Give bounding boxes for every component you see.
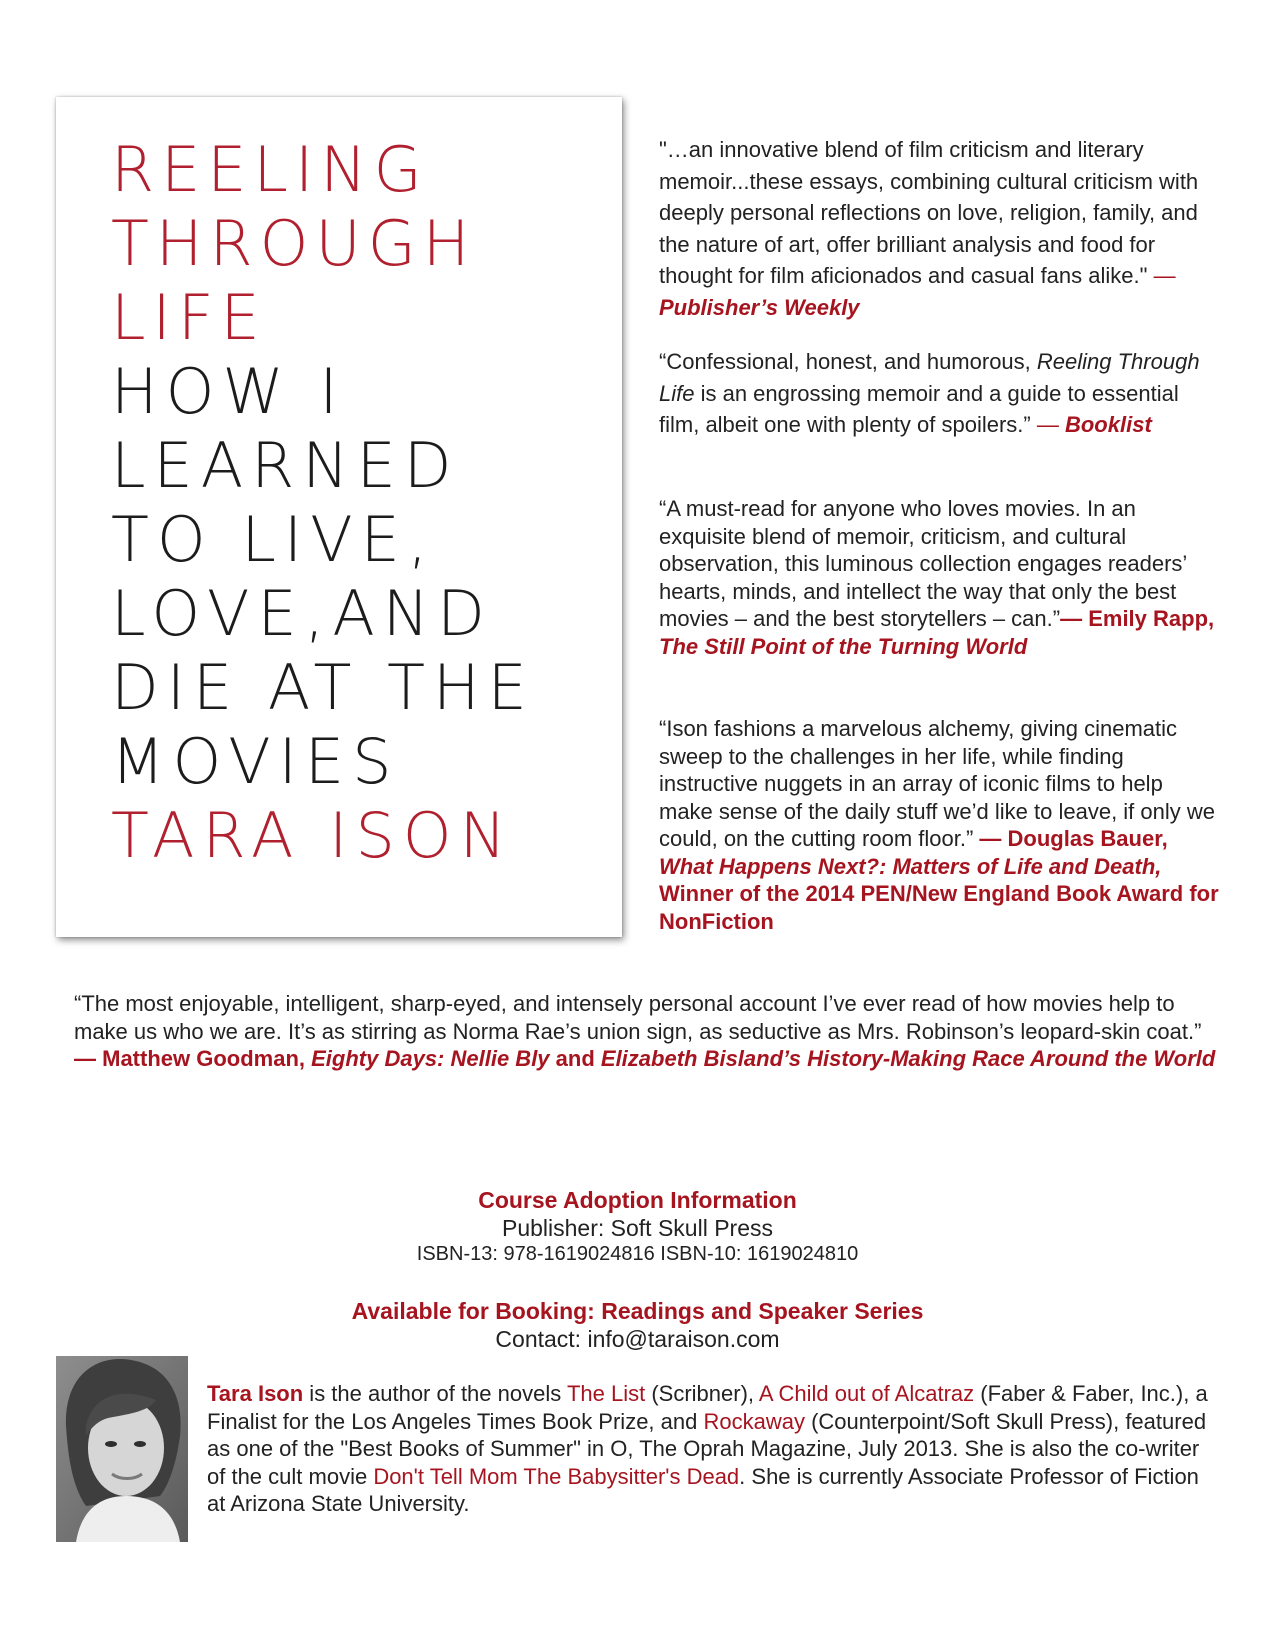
- quote-text: “Ison fashions a marvelous alchemy, giving cinematic sweep to the challenges in her life, while finding instructive nuggets in an array of iconic films to help make sense of the daily stuff we’d like to leave, if only we could, on the cutting room floor.”: [659, 716, 1215, 851]
- bio-movie-title: Don't Tell Mom The Babysitter's Dead: [373, 1463, 740, 1489]
- quote-text: “A must-read for anyone who loves movies. In an exquisite blend of memoir, criticism, and cultural observation, this luminous collection engages readers’ hearts, minds, and intellect the way that only the best movies – and the best storytellers – can.”: [659, 496, 1187, 631]
- bio-text: (Faber & Faber, Inc.), a Finalist for the Los Angeles Times Book Prize, and: [207, 1381, 1208, 1434]
- quote-dash: —: [1036, 412, 1059, 437]
- contact-line: Contact: info@taraison.com: [495, 1326, 780, 1352]
- cover-title-line: LIFE: [111, 281, 267, 354]
- quote-dash: —: [1153, 263, 1176, 288]
- review-quote: [74, 990, 1224, 1073]
- review-quote: [659, 346, 1219, 441]
- author-bio: [207, 1380, 1217, 1518]
- cover-subtitle-line: HOW I: [111, 355, 346, 428]
- quote-work: The Still Point of the Turning World: [659, 633, 1028, 659]
- quote-book-title: Reeling Through Life: [659, 349, 1200, 406]
- bio-book-title: Rockaway: [703, 1408, 805, 1434]
- cover-author: TARA ISON: [111, 799, 514, 872]
- cover-title-line: REELING: [111, 133, 429, 206]
- author-photo: [56, 1356, 188, 1542]
- quote-source: Publisher’s Weekly: [659, 294, 860, 320]
- publisher-line: Publisher: Soft Skull Press: [501, 1215, 773, 1241]
- quote-work: What Happens Next?: Matters of Life and Death,: [659, 853, 1162, 879]
- bio-book-title: A Child out of Alcatraz: [758, 1381, 975, 1406]
- bio-text: . She is currently Associate Professor of Fiction at Arizona State University.: [207, 1463, 1199, 1516]
- bio-text: (Counterpoint/Soft Skull Press), featured as one of the "Best Books of Summer" in O, The Oprah Magazine, July 2013. She is also the co-writer of the cult movie: [207, 1408, 1207, 1489]
- quote-work-joiner: and: [549, 1046, 601, 1071]
- quote-text: “The most enjoyable, intelligent, sharp-eyed, and intensely personal account I’ve ever read of how movies help to make us who we are. It’s as stirring as Norma Rae’s union sign, as seductive as Mrs. Robinson’s leopard-skin coat.”: [74, 991, 1202, 1044]
- cover-title-line: THROUGH: [111, 207, 477, 280]
- booking-heading: Available for Booking: Readings and Speaker Series: [351, 1298, 924, 1324]
- quote-source: Booklist: [1064, 412, 1152, 437]
- quote-work: Elizabeth Bisland’s History-Making Race Around the World: [600, 1046, 1216, 1071]
- cover-subtitle-line: MOVIES: [111, 725, 400, 798]
- review-quote: [659, 495, 1219, 660]
- bio-text: (Scribner),: [645, 1381, 759, 1406]
- cover-subtitle-line: DIE AT THE: [111, 651, 535, 724]
- bio-author-name: Tara Ison: [207, 1381, 304, 1406]
- quote-text: is an engrossing memoir and a guide to essential film, albeit one with plenty of spoilers.”: [659, 380, 1179, 437]
- quote-attribution: — Douglas Bauer,: [973, 826, 1168, 851]
- cover-subtitle-line: LOVE,AND: [111, 577, 493, 650]
- author-portrait-image: [56, 1356, 188, 1542]
- quote-work: Eighty Days: Nellie Bly: [311, 1046, 550, 1071]
- bio-book-title: The List: [566, 1381, 646, 1406]
- bio-text: is the author of the novels: [303, 1381, 567, 1406]
- quote-text: "…an innovative blend of film criticism and literary memoir...these essays, combining cultural criticism with deeply personal reflections on love, religion, family, and the nature of art, offer brilliant analysis and food for thought for film aficionados and casual fans alike.": [659, 137, 1199, 288]
- review-quote: [659, 715, 1219, 935]
- isbn-line: ISBN-13: 978-1619024816 ISBN-10: 1619024810: [416, 1243, 859, 1265]
- quote-attribution: — Matthew Goodman,: [74, 1046, 312, 1071]
- review-quote: [659, 134, 1219, 323]
- quote-attribution: — Emily Rapp,: [1060, 606, 1215, 631]
- book-cover: [56, 97, 622, 937]
- course-adoption-heading: Course Adoption Information: [478, 1187, 797, 1213]
- quote-award: Winner of the 2014 PEN/New England Book Award for NonFiction: [659, 881, 1219, 934]
- cover-subtitle-line: LEARNED: [111, 429, 460, 502]
- cover-subtitle-line: TO LIVE,: [111, 503, 436, 576]
- quote-text: “Confessional, honest, and humorous,: [659, 349, 1037, 374]
